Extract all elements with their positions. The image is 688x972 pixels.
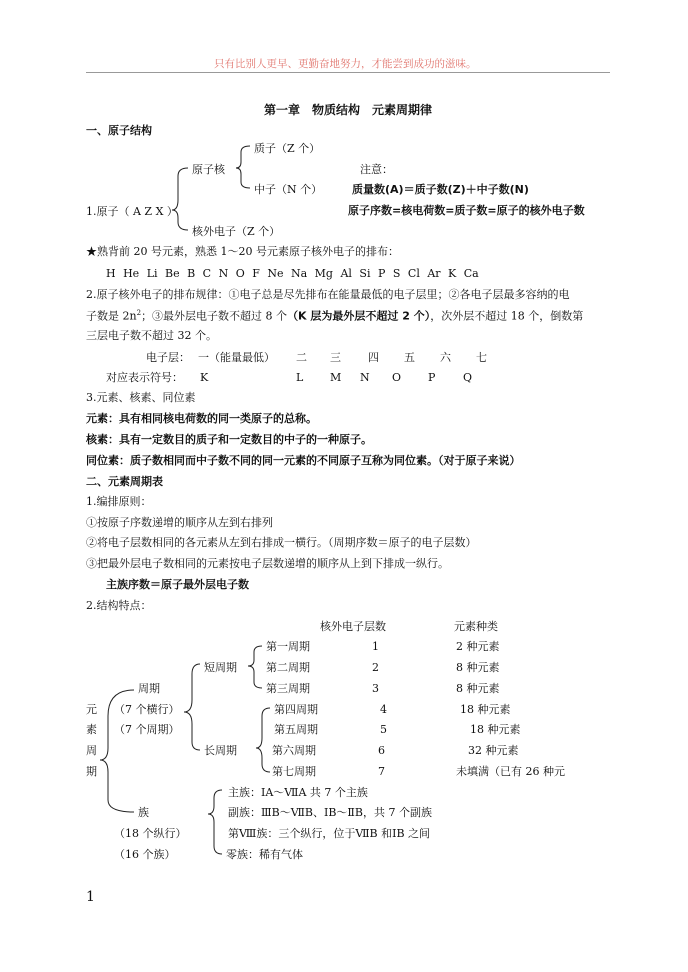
header-rule — [86, 72, 610, 73]
element-list: H He Li Be B C N O F Ne Na Mg Al Si P S Cl Ar K Ca — [106, 267, 479, 280]
period-3-name: 第三周期 — [266, 682, 310, 695]
symbol-k: K — [200, 371, 209, 384]
layer-5: 五 — [404, 351, 415, 364]
symbol-q: Q — [463, 371, 473, 384]
nucleus-label: 原子核 — [192, 163, 225, 176]
layers-label: 电子层： — [146, 351, 190, 364]
rule-line-2-sup: 2 — [136, 309, 142, 317]
group-eight: 第Ⅷ族：三个纵行，位于ⅦB 和ⅠB 之间 — [228, 827, 431, 840]
symbol-l: L — [296, 371, 304, 384]
def-element: 元素：具有相同核电荷数的同一类原子的总称。 — [86, 412, 317, 425]
period-2-kinds: 8 种元素 — [456, 661, 500, 674]
period-4-kinds: 18 种元素 — [460, 703, 511, 716]
period-2-name: 第二周期 — [266, 661, 310, 674]
period-6-name: 第六周期 — [272, 744, 316, 757]
rule-line-2-a: 子数是 2n — [86, 309, 137, 323]
layer-6: 六 — [440, 351, 451, 364]
chapter-title: 第一章 物质结构 元素周期律 — [264, 103, 433, 117]
main-group-families: 主族：ⅠA～ⅦA 共 7 个主族 — [228, 786, 368, 799]
long-period-brace — [256, 708, 270, 772]
vertical-label-4: 期 — [86, 765, 97, 778]
layer-4: 四 — [368, 351, 379, 364]
symbol-p: P — [428, 371, 436, 384]
symbol-n: N — [360, 371, 370, 384]
section-heading-atom-structure: 一、原子结构 — [86, 124, 152, 137]
layer-3: 三 — [330, 351, 341, 364]
family-cols-label: （18 个纵行） — [114, 827, 187, 840]
family-label: 族 — [138, 806, 149, 819]
note-atomic-number: 原子序数=核电荷数=质子数=原子的核外电子数 — [348, 204, 585, 217]
rule-line-2-c: ，次外层不超过 18 个，倒数第 — [430, 309, 584, 323]
symbols-label: 对应表示符号： — [106, 371, 183, 384]
sub-group-families: 副族：ⅢB～ⅦB、ⅠB～ⅡB，共 7 个副族 — [228, 806, 432, 819]
period-count-label: （7 个周期） — [114, 723, 180, 736]
period-rows-label: （7 个横行） — [114, 703, 180, 716]
principle-2: ②将电子层数相同的各元素从左到右排成一横行。（周期序数＝原子的电子层数） — [86, 536, 477, 549]
column-header-layers: 核外电子层数 — [320, 620, 386, 633]
star-note: ★熟背前 20 号元素，熟悉 1～20 号元素原子核外电子的排布： — [86, 245, 399, 258]
note-label: 注意： — [360, 163, 393, 176]
vertical-label-2: 素 — [86, 723, 97, 736]
period-brace — [184, 664, 200, 750]
family-brace — [208, 790, 222, 854]
proton-label: 质子（Z 个） — [254, 142, 321, 155]
atom-brace — [172, 168, 188, 230]
short-period-brace — [248, 646, 262, 688]
period-1-kinds: 2 种元素 — [456, 640, 500, 653]
period-7-kinds: 未填满（已有 26 种元 — [456, 765, 565, 778]
short-period-label: 短周期 — [204, 661, 237, 674]
principle-1: ①按原子序数递增的顺序从左到右排列 — [86, 516, 273, 529]
period-2-layers: 2 — [372, 661, 379, 674]
period-7-name: 第七周期 — [272, 765, 316, 778]
def-isotope: 同位素：质子数相同而中子数不同的同一元素的不同原子互称为同位素。（对于原子来说） — [86, 454, 521, 467]
header-motto: 只有比别人更早、更勤奋地努力，才能尝到成功的滋味。 — [214, 58, 477, 70]
vertical-label-1: 元 — [86, 703, 97, 716]
section-heading-periodic-table: 二、元素周期表 — [86, 475, 163, 488]
period-3-layers: 3 — [372, 682, 379, 695]
neutron-label: 中子（N 个） — [254, 183, 323, 196]
rule-line-3: 三层电子数不超过 32 个。 — [86, 329, 217, 342]
layer-7: 七 — [476, 351, 487, 364]
period-4-layers: 4 — [380, 703, 387, 716]
zero-group: 零族：稀有气体 — [226, 848, 303, 861]
nucleus-brace — [236, 146, 250, 188]
main-group-rule: 主族序数＝原子最外层电子数 — [106, 578, 249, 591]
note-mass-number: 质量数(A)＝质子数(Z)＋中子数(N) — [352, 183, 529, 196]
def-nuclide: 核素：具有一定数目的质子和一定数目的中子的一种原子。 — [86, 433, 372, 446]
long-period-label: 长周期 — [204, 744, 237, 757]
layer-2: 二 — [296, 351, 307, 364]
symbol-m: M — [330, 371, 342, 384]
vertical-label-3: 周 — [86, 744, 97, 757]
layer-1: 一（能量最低） — [198, 351, 275, 364]
column-header-kinds: 元素种类 — [454, 620, 498, 633]
symbol-o: O — [392, 371, 402, 384]
period-4-name: 第四周期 — [274, 703, 318, 716]
period-7-layers: 7 — [378, 765, 385, 778]
period-6-layers: 6 — [378, 744, 385, 757]
rule-line-2-bold: （K 层为最外层不超过 2 个） — [287, 309, 431, 323]
period-1-layers: 1 — [372, 640, 379, 653]
atom-label: 1.原子（ A Z X ） — [86, 205, 178, 218]
structure-label: 2.结构特点： — [86, 599, 152, 612]
rule-line-2-b: ；③最外层电子数不超过 8 个 — [141, 309, 288, 323]
period-5-name: 第五周期 — [274, 723, 318, 736]
period-6-kinds: 32 种元素 — [468, 744, 519, 757]
period-5-layers: 5 — [380, 723, 387, 736]
family-count-label: （16 个族） — [114, 848, 176, 861]
rule-line-1: 2.原子核外电子的排布规律：①电子总是尽先排布在能量最低的电子层里；②各电子层最多容纳的电 — [86, 288, 570, 301]
item-3: 3.元素、核素、同位素 — [86, 391, 196, 404]
period-3-kinds: 8 种元素 — [456, 682, 500, 695]
principle-3: ③把最外层电子数相同的元素按电子层数递增的顺序从上到下排成一纵行。 — [86, 557, 449, 570]
electron-label: 核外电子（Z 个） — [192, 225, 281, 238]
page-number: 1 — [86, 889, 95, 905]
period-1-name: 第一周期 — [266, 640, 310, 653]
principle-label: 1.编排原则： — [86, 495, 152, 508]
period-label: 周期 — [138, 682, 160, 695]
period-5-kinds: 18 种元素 — [470, 723, 521, 736]
rule-line-2 — [86, 309, 583, 323]
